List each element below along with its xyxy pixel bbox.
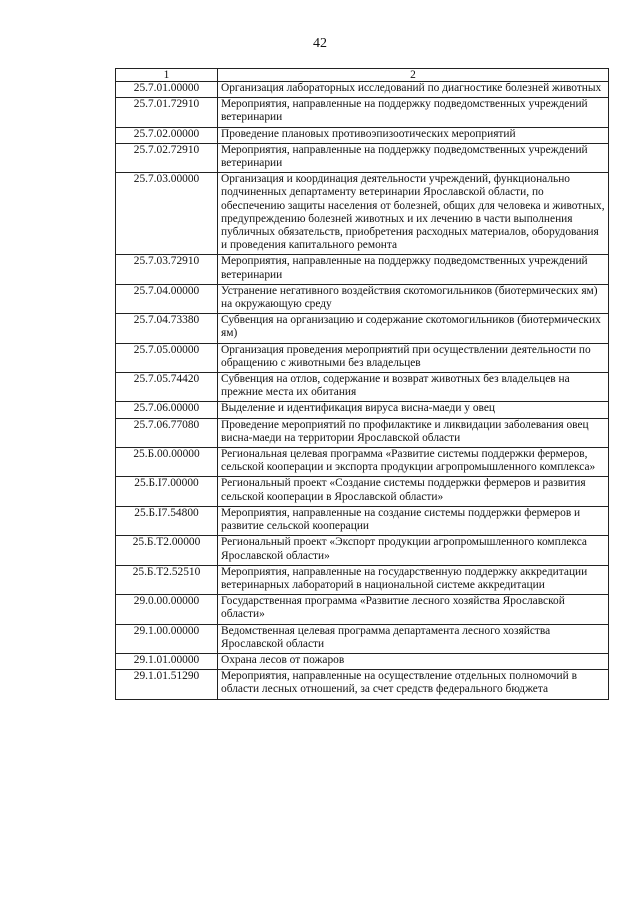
table-row (116, 536, 609, 565)
row-code: 25.Б.T2.00000 (116, 536, 218, 565)
row-name: Выделение и идентификация вируса висна-маеди у овец (218, 402, 609, 418)
row-code: 25.7.01.00000 (116, 82, 218, 98)
row-code: 25.7.04.00000 (116, 284, 218, 313)
table-row (116, 477, 609, 506)
row-code: 25.7.06.77080 (116, 418, 218, 447)
row-code: 29.1.01.51290 (116, 670, 218, 699)
row-code: 29.0.00.00000 (116, 595, 218, 624)
row-code: 25.Б.T2.52510 (116, 565, 218, 594)
table-header-row (116, 69, 609, 82)
table-row (116, 127, 609, 143)
row-name: Мероприятия, направленные на поддержку подведомственных учреждений ветеринарии (218, 98, 609, 127)
table-row (116, 448, 609, 477)
row-code: 25.7.04.73380 (116, 314, 218, 343)
table-row (116, 624, 609, 653)
row-name: Организация и координация деятельности учреждений, функционально подчиненных департаменту ветеринарии Ярославской области, по обеспечению защиты населения от болезней, общих для человека и животных, предупреждению болезней животных и их лечению в части выполнения публичных обязательств, приобретения расходных материалов, оборудования и проведения капитального ремонта (218, 173, 609, 255)
row-code: 25.7.01.72910 (116, 98, 218, 127)
table-row (116, 653, 609, 669)
table-row (116, 670, 609, 699)
budget-classification-table (115, 68, 609, 700)
table-row (116, 418, 609, 447)
table-row (116, 255, 609, 284)
row-code: 29.1.00.00000 (116, 624, 218, 653)
row-name: Региональный проект «Создание системы поддержки фермеров и развития сельской кооперации в Ярославской области» (218, 477, 609, 506)
table-row (116, 565, 609, 594)
row-name: Государственная программа «Развитие лесного хозяйства Ярославской области» (218, 595, 609, 624)
row-code: 25.7.02.72910 (116, 143, 218, 172)
row-name: Субвенция на отлов, содержание и возврат животных без владельцев на прежние места их обитания (218, 373, 609, 402)
row-code: 25.7.03.72910 (116, 255, 218, 284)
row-code: 25.7.05.00000 (116, 343, 218, 372)
row-name: Мероприятия, направленные на создание системы поддержки фермеров и развитие сельской кооперации (218, 506, 609, 535)
table-row (116, 98, 609, 127)
table-row (116, 373, 609, 402)
table-row (116, 82, 609, 98)
table-row (116, 402, 609, 418)
table-row (116, 173, 609, 255)
column-header-name: 2 (218, 69, 609, 82)
row-name: Региональная целевая программа «Развитие системы поддержки фермеров, сельской кооперации и экспорта продукции агропромышленного комплекса» (218, 448, 609, 477)
row-name: Проведение плановых противоэпизоотических мероприятий (218, 127, 609, 143)
row-name: Организация проведения мероприятий при осуществлении деятельности по обращению с животными без владельцев (218, 343, 609, 372)
row-code: 25.Б.I7.54800 (116, 506, 218, 535)
row-code: 29.1.01.00000 (116, 653, 218, 669)
row-name: Мероприятия, направленные на поддержку подведомственных учреждений ветеринарии (218, 255, 609, 284)
row-name: Мероприятия, направленные на государственную поддержку аккредитации ветеринарных лабораторий в национальной системе аккредитации (218, 565, 609, 594)
table-row (116, 314, 609, 343)
row-name: Устранение негативного воздействия скотомогильников (биотермических ям) на окружающую среду (218, 284, 609, 313)
row-code: 25.7.02.00000 (116, 127, 218, 143)
row-name: Региональный проект «Экспорт продукции агропромышленного комплекса Ярославской области» (218, 536, 609, 565)
row-name: Мероприятия, направленные на осуществление отдельных полномочий в области лесных отношений, за счет средств федерального бюджета (218, 670, 609, 699)
column-header-code: 1 (116, 69, 218, 82)
page-number: 42 (313, 36, 327, 51)
row-code: 25.Б.I7.00000 (116, 477, 218, 506)
row-name: Мероприятия, направленные на поддержку подведомственных учреждений ветеринарии (218, 143, 609, 172)
table-row (116, 143, 609, 172)
row-name: Охрана лесов от пожаров (218, 653, 609, 669)
row-code: 25.7.06.00000 (116, 402, 218, 418)
row-code: 25.Б.00.00000 (116, 448, 218, 477)
table-row (116, 595, 609, 624)
table-row (116, 284, 609, 313)
table-row (116, 506, 609, 535)
row-name: Организация лабораторных исследований по диагностике болезней животных (218, 82, 609, 98)
table-row (116, 343, 609, 372)
row-code: 25.7.05.74420 (116, 373, 218, 402)
row-name: Субвенция на организацию и содержание скотомогильников (биотермических ям) (218, 314, 609, 343)
row-name: Проведение мероприятий по профилактике и ликвидации заболевания овец висна-маеди на территории Ярославской области (218, 418, 609, 447)
row-code: 25.7.03.00000 (116, 173, 218, 255)
row-name: Ведомственная целевая программа департамента лесного хозяйства Ярославской области (218, 624, 609, 653)
